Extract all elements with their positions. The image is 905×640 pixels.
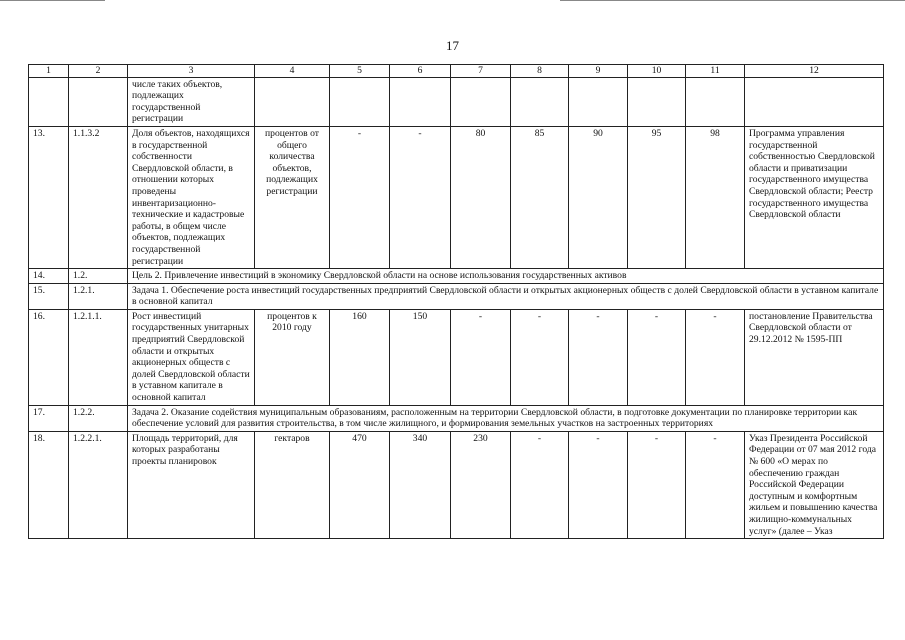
col-header: 1 — [29, 65, 69, 78]
value-col7: 80 — [451, 126, 511, 268]
value-col10: - — [628, 431, 686, 538]
header-row — [29, 65, 884, 78]
value-col5: 160 — [330, 309, 390, 405]
table-row-18 — [29, 431, 884, 538]
value-col7: 230 — [451, 431, 511, 538]
col-header: 10 — [628, 65, 686, 78]
row-code: 1.1.3.2 — [69, 126, 128, 268]
value-col9: - — [569, 431, 628, 538]
source-cell: Программа управления государственной собственностью Свердловской области и приватизации государственного имущества Свердловской области; Реестр государственного имущества Свердловской области — [745, 126, 884, 268]
value-col7: - — [451, 309, 511, 405]
col-header: 4 — [255, 65, 330, 78]
value-col10: - — [628, 309, 686, 405]
value-col8: - — [511, 431, 569, 538]
value-col6: - — [390, 126, 451, 268]
row-code: 1.2.1. — [69, 283, 128, 309]
row-number: 16. — [29, 309, 69, 405]
row-number: 17. — [29, 405, 69, 431]
row-number: 14. — [29, 269, 69, 284]
indicator-cell: Доля объектов, находящихся в государственной собственности Свердловской области, в отношении которых проведены инвентаризационно-технические и кадастровые работы, в общем числе объектов, подлежащих государственной регистрации — [128, 126, 255, 268]
col-header: 7 — [451, 65, 511, 78]
col-header: 2 — [69, 65, 128, 78]
indicator-cell: Рост инвестиций государственных унитарных предприятий Свердловской области и открытых акционерных обществ с долей Свердловской области в уставном капитале в основной капитал — [128, 309, 255, 405]
task-cell: Задача 2. Оказание содействия муниципальным образованиям, расположенным на территории Свердловской области, в подготовке документации по планировке территории как обеспечение условий для развития строительства, в том числе жилищного, и формирования земельных участков на застроенных территориях — [128, 405, 884, 431]
value-col10: 95 — [628, 126, 686, 268]
unit-cell: процентов к 2010 году — [255, 309, 330, 405]
row-number: 13. — [29, 126, 69, 268]
row-number: 15. — [29, 283, 69, 309]
indicator-cell: числе таких объектов, подлежащих государственной регистрации — [128, 77, 255, 126]
col-header: 5 — [330, 65, 390, 78]
value-col9: - — [569, 309, 628, 405]
col-header: 3 — [128, 65, 255, 78]
value-col11: - — [686, 431, 745, 538]
unit-cell: гектаров — [255, 431, 330, 538]
table-row-16 — [29, 309, 884, 405]
value-col5: - — [330, 126, 390, 268]
table-row-15 — [29, 283, 884, 309]
value-col6: 150 — [390, 309, 451, 405]
indicator-cell: Площадь территорий, для которых разработаны проекты планировок — [128, 431, 255, 538]
top-rule-left — [0, 0, 105, 1]
unit-cell: процентов от общего количества объектов, подлежащих регистрации — [255, 126, 330, 268]
top-rule-right — [560, 0, 905, 1]
col-header: 11 — [686, 65, 745, 78]
value-col8: - — [511, 309, 569, 405]
table-row-13 — [29, 126, 884, 268]
value-col8: 85 — [511, 126, 569, 268]
value-col11: - — [686, 309, 745, 405]
value-col6: 340 — [390, 431, 451, 538]
page-number: 17 — [446, 38, 459, 53]
indicators-table — [28, 64, 884, 539]
row-code: 1.2.2. — [69, 405, 128, 431]
row-code: 1.2.1.1. — [69, 309, 128, 405]
goal-cell: Цель 2. Привлечение инвестиций в экономику Свердловской области на основе использования государственных активов — [128, 269, 884, 284]
col-header: 12 — [745, 65, 884, 78]
value-col9: 90 — [569, 126, 628, 268]
table-row-14 — [29, 269, 884, 284]
table-row-continuation — [29, 77, 884, 126]
row-number: 18. — [29, 431, 69, 538]
value-col5: 470 — [330, 431, 390, 538]
source-cell: постановление Правительства Свердловской области от 29.12.2012 № 1595-ПП — [745, 309, 884, 405]
value-col11: 98 — [686, 126, 745, 268]
source-cell: Указ Президента Российской Федерации от 07 мая 2012 года № 600 «О мерах по обеспечению граждан Российской Федерации доступным и комфортным жильем и повышению качества жилищно-коммунальных услуг» (далее – Указ — [745, 431, 884, 538]
task-cell: Задача 1. Обеспечение роста инвестиций государственных предприятий Свердловской области и открытых акционерных обществ с долей Свердловской области в уставном капитале в основной капитал — [128, 283, 884, 309]
table-row-17 — [29, 405, 884, 431]
row-code: 1.2. — [69, 269, 128, 284]
col-header: 9 — [569, 65, 628, 78]
col-header: 6 — [390, 65, 451, 78]
row-code: 1.2.2.1. — [69, 431, 128, 538]
col-header: 8 — [511, 65, 569, 78]
